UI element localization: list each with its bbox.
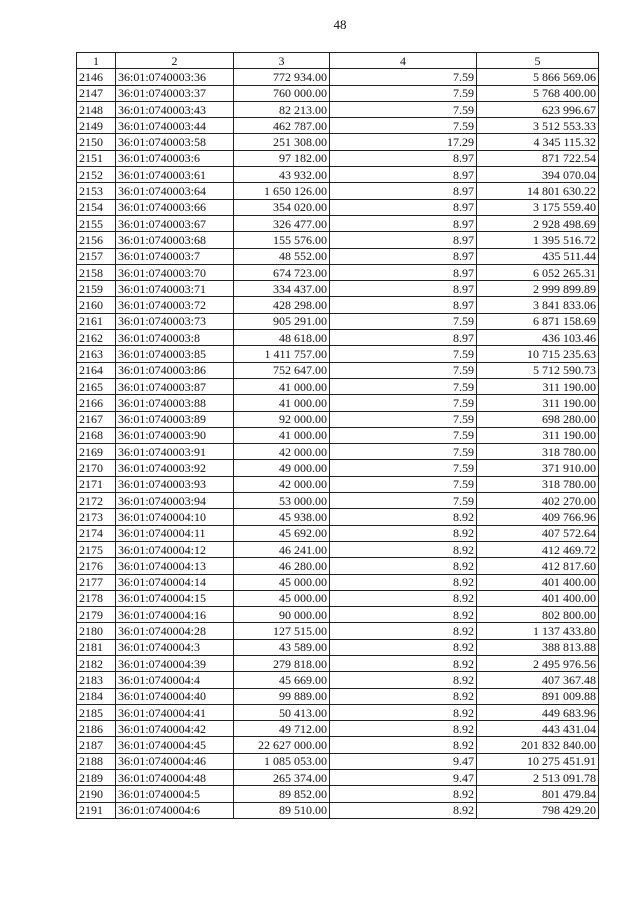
value-cell: 10 275 451.91 xyxy=(477,753,599,769)
table-row xyxy=(77,264,599,280)
value-cell: 14 801 630.22 xyxy=(477,183,599,199)
value-cell: 435 511.44 xyxy=(477,248,599,264)
row-number-cell: 2182 xyxy=(77,655,116,671)
row-number-cell: 2173 xyxy=(77,509,116,525)
table-row xyxy=(77,85,599,101)
table-row xyxy=(77,362,599,378)
rate-cell: 8.97 xyxy=(330,264,477,280)
table-row xyxy=(77,118,599,134)
value-cell: 412 817.60 xyxy=(477,558,599,574)
cadastral-number-cell: 36:01:0740003:8 xyxy=(116,330,234,346)
value-cell: 6 871 158.69 xyxy=(477,313,599,329)
cadastral-number-cell: 36:01:0740003:93 xyxy=(116,476,234,492)
cadastral-number-cell: 36:01:0740003:71 xyxy=(116,281,234,297)
rate-cell: 8.92 xyxy=(330,704,477,720)
table-row xyxy=(77,199,599,215)
rate-cell: 7.59 xyxy=(330,427,477,443)
cadastral-number-cell: 36:01:0740003:87 xyxy=(116,378,234,394)
rate-cell: 8.92 xyxy=(330,639,477,655)
row-number-cell: 2163 xyxy=(77,346,116,362)
area-cell: 48 618.00 xyxy=(234,330,330,346)
cadastral-number-cell: 36:01:0740003:68 xyxy=(116,232,234,248)
value-cell: 2 999 899.89 xyxy=(477,281,599,297)
value-cell: 449 683.96 xyxy=(477,704,599,720)
row-number-cell: 2159 xyxy=(77,281,116,297)
area-cell: 42 000.00 xyxy=(234,444,330,460)
table-row xyxy=(77,493,599,509)
row-number-cell: 2177 xyxy=(77,574,116,590)
row-number-cell: 2185 xyxy=(77,704,116,720)
table-row xyxy=(77,672,599,688)
cadastral-number-cell: 36:01:0740004:46 xyxy=(116,753,234,769)
rate-cell: 8.97 xyxy=(330,183,477,199)
rate-cell: 8.92 xyxy=(330,802,477,818)
row-number-cell: 2151 xyxy=(77,150,116,166)
cadastral-number-cell: 36:01:0740004:15 xyxy=(116,590,234,606)
rate-cell: 8.92 xyxy=(330,541,477,557)
area-cell: 45 938.00 xyxy=(234,509,330,525)
table-row xyxy=(77,704,599,720)
rate-cell: 7.59 xyxy=(330,362,477,378)
value-cell: 798 429.20 xyxy=(477,802,599,818)
cadastral-number-cell: 36:01:0740004:16 xyxy=(116,607,234,623)
table-row xyxy=(77,541,599,557)
rate-cell: 8.92 xyxy=(330,655,477,671)
cadastral-number-cell: 36:01:0740004:28 xyxy=(116,623,234,639)
table-row xyxy=(77,427,599,443)
cadastral-number-cell: 36:01:0740003:36 xyxy=(116,69,234,85)
rate-cell: 7.59 xyxy=(330,476,477,492)
row-number-cell: 2170 xyxy=(77,460,116,476)
rate-cell: 8.92 xyxy=(330,607,477,623)
area-cell: 46 280.00 xyxy=(234,558,330,574)
row-number-cell: 2174 xyxy=(77,525,116,541)
table-row xyxy=(77,623,599,639)
area-cell: 89 510.00 xyxy=(234,802,330,818)
area-cell: 49 000.00 xyxy=(234,460,330,476)
table-row xyxy=(77,167,599,183)
cadastral-number-cell: 36:01:0740004:48 xyxy=(116,770,234,786)
area-cell: 45 669.00 xyxy=(234,672,330,688)
cadastral-number-cell: 36:01:0740004:13 xyxy=(116,558,234,574)
area-cell: 97 182.00 xyxy=(234,150,330,166)
value-cell: 371 910.00 xyxy=(477,460,599,476)
value-cell: 5 768 400.00 xyxy=(477,85,599,101)
area-cell: 265 374.00 xyxy=(234,770,330,786)
cadastral-number-cell: 36:01:0740003:6 xyxy=(116,150,234,166)
value-cell: 401 400.00 xyxy=(477,574,599,590)
row-number-cell: 2180 xyxy=(77,623,116,639)
row-number-cell: 2178 xyxy=(77,590,116,606)
rate-cell: 8.97 xyxy=(330,330,477,346)
area-cell: 326 477.00 xyxy=(234,215,330,231)
table-row xyxy=(77,753,599,769)
value-cell: 311 190.00 xyxy=(477,395,599,411)
row-number-cell: 2179 xyxy=(77,607,116,623)
table-row xyxy=(77,411,599,427)
cadastral-number-cell: 36:01:0740003:94 xyxy=(116,493,234,509)
table-row xyxy=(77,786,599,802)
value-cell: 443 431.04 xyxy=(477,721,599,737)
cadastral-number-cell: 36:01:0740003:85 xyxy=(116,346,234,362)
area-cell: 1 650 126.00 xyxy=(234,183,330,199)
rate-cell: 7.59 xyxy=(330,493,477,509)
cadastral-number-cell: 36:01:0740003:90 xyxy=(116,427,234,443)
area-cell: 48 552.00 xyxy=(234,248,330,264)
table-row xyxy=(77,248,599,264)
row-number-cell: 2183 xyxy=(77,672,116,688)
rate-cell: 7.59 xyxy=(330,395,477,411)
table-body xyxy=(77,69,599,819)
cadastral-number-cell: 36:01:0740003:70 xyxy=(116,264,234,280)
row-number-cell: 2171 xyxy=(77,476,116,492)
value-cell: 10 715 235.63 xyxy=(477,346,599,362)
table-row xyxy=(77,737,599,753)
cadastral-number-cell: 36:01:0740003:44 xyxy=(116,118,234,134)
table-row xyxy=(77,313,599,329)
value-cell: 3 175 559.40 xyxy=(477,199,599,215)
row-number-cell: 2147 xyxy=(77,85,116,101)
area-cell: 772 934.00 xyxy=(234,69,330,85)
cadastral-number-cell: 36:01:0740003:58 xyxy=(116,134,234,150)
cadastral-number-cell: 36:01:0740004:42 xyxy=(116,721,234,737)
row-number-cell: 2184 xyxy=(77,688,116,704)
table-row xyxy=(77,590,599,606)
cadastral-number-cell: 36:01:0740004:40 xyxy=(116,688,234,704)
row-number-cell: 2189 xyxy=(77,770,116,786)
value-cell: 388 813.88 xyxy=(477,639,599,655)
area-cell: 43 932.00 xyxy=(234,167,330,183)
area-cell: 43 589.00 xyxy=(234,639,330,655)
cadastral-number-cell: 36:01:0740003:92 xyxy=(116,460,234,476)
rate-cell: 7.59 xyxy=(330,346,477,362)
value-cell: 5 712 590.73 xyxy=(477,362,599,378)
table-row xyxy=(77,101,599,117)
area-cell: 752 647.00 xyxy=(234,362,330,378)
row-number-cell: 2188 xyxy=(77,753,116,769)
row-number-cell: 2146 xyxy=(77,69,116,85)
value-cell: 2 928 498.69 xyxy=(477,215,599,231)
cadastral-number-cell: 36:01:0740003:73 xyxy=(116,313,234,329)
table-row xyxy=(77,378,599,394)
value-cell: 412 469.72 xyxy=(477,541,599,557)
rate-cell: 8.92 xyxy=(330,525,477,541)
table-header-row xyxy=(77,53,599,69)
rate-cell: 7.59 xyxy=(330,118,477,134)
row-number-cell: 2165 xyxy=(77,378,116,394)
table-row xyxy=(77,802,599,818)
area-cell: 99 889.00 xyxy=(234,688,330,704)
rate-cell: 8.92 xyxy=(330,623,477,639)
table-row xyxy=(77,150,599,166)
value-cell: 1 137 433.80 xyxy=(477,623,599,639)
rate-cell: 7.59 xyxy=(330,411,477,427)
data-table xyxy=(76,52,599,819)
table-row xyxy=(77,476,599,492)
row-number-cell: 2161 xyxy=(77,313,116,329)
row-number-cell: 2162 xyxy=(77,330,116,346)
value-cell: 891 009.88 xyxy=(477,688,599,704)
row-number-cell: 2167 xyxy=(77,411,116,427)
cadastral-number-cell: 36:01:0740004:14 xyxy=(116,574,234,590)
cadastral-number-cell: 36:01:0740004:10 xyxy=(116,509,234,525)
area-cell: 41 000.00 xyxy=(234,395,330,411)
cadastral-number-cell: 36:01:0740003:7 xyxy=(116,248,234,264)
cadastral-number-cell: 36:01:0740003:61 xyxy=(116,167,234,183)
rate-cell: 8.92 xyxy=(330,737,477,753)
value-cell: 4 345 115.32 xyxy=(477,134,599,150)
rate-cell: 8.92 xyxy=(330,721,477,737)
area-cell: 1 085 053.00 xyxy=(234,753,330,769)
value-cell: 394 070.04 xyxy=(477,167,599,183)
rate-cell: 8.92 xyxy=(330,509,477,525)
table-row xyxy=(77,607,599,623)
row-number-cell: 2169 xyxy=(77,444,116,460)
value-cell: 407 572.64 xyxy=(477,525,599,541)
table-row xyxy=(77,346,599,362)
value-cell: 402 270.00 xyxy=(477,493,599,509)
row-number-cell: 2160 xyxy=(77,297,116,313)
cadastral-number-cell: 36:01:0740004:39 xyxy=(116,655,234,671)
rate-cell: 8.97 xyxy=(330,150,477,166)
area-cell: 155 576.00 xyxy=(234,232,330,248)
table-row xyxy=(77,639,599,655)
row-number-cell: 2190 xyxy=(77,786,116,802)
area-cell: 428 298.00 xyxy=(234,297,330,313)
row-number-cell: 2191 xyxy=(77,802,116,818)
cadastral-number-cell: 36:01:0740003:43 xyxy=(116,101,234,117)
table-row xyxy=(77,183,599,199)
area-cell: 22 627 000.00 xyxy=(234,737,330,753)
value-cell: 802 800.00 xyxy=(477,607,599,623)
value-cell: 698 280.00 xyxy=(477,411,599,427)
value-cell: 318 780.00 xyxy=(477,444,599,460)
table-row xyxy=(77,655,599,671)
table-row xyxy=(77,69,599,85)
rate-cell: 8.97 xyxy=(330,215,477,231)
rate-cell: 8.92 xyxy=(330,786,477,802)
cadastral-number-cell: 36:01:0740003:64 xyxy=(116,183,234,199)
value-cell: 311 190.00 xyxy=(477,427,599,443)
table-row xyxy=(77,395,599,411)
rate-cell: 9.47 xyxy=(330,770,477,786)
column-header: 5 xyxy=(477,53,599,69)
row-number-cell: 2152 xyxy=(77,167,116,183)
row-number-cell: 2164 xyxy=(77,362,116,378)
rate-cell: 8.97 xyxy=(330,297,477,313)
row-number-cell: 2176 xyxy=(77,558,116,574)
area-cell: 46 241.00 xyxy=(234,541,330,557)
area-cell: 45 000.00 xyxy=(234,574,330,590)
row-number-cell: 2156 xyxy=(77,232,116,248)
area-cell: 334 437.00 xyxy=(234,281,330,297)
cadastral-number-cell: 36:01:0740004:11 xyxy=(116,525,234,541)
rate-cell: 7.59 xyxy=(330,378,477,394)
value-cell: 409 766.96 xyxy=(477,509,599,525)
value-cell: 311 190.00 xyxy=(477,378,599,394)
area-cell: 90 000.00 xyxy=(234,607,330,623)
cadastral-number-cell: 36:01:0740004:6 xyxy=(116,802,234,818)
row-number-cell: 2148 xyxy=(77,101,116,117)
value-cell: 6 052 265.31 xyxy=(477,264,599,280)
value-cell: 1 395 516.72 xyxy=(477,232,599,248)
rate-cell: 17.29 xyxy=(330,134,477,150)
page-number: 48 xyxy=(333,17,347,32)
rate-cell: 8.92 xyxy=(330,574,477,590)
rate-cell: 7.59 xyxy=(330,313,477,329)
table-row xyxy=(77,558,599,574)
table-row xyxy=(77,444,599,460)
rate-cell: 7.59 xyxy=(330,85,477,101)
value-cell: 3 512 553.33 xyxy=(477,118,599,134)
row-number-cell: 2186 xyxy=(77,721,116,737)
column-header: 4 xyxy=(330,53,477,69)
row-number-cell: 2155 xyxy=(77,215,116,231)
cadastral-number-cell: 36:01:0740004:5 xyxy=(116,786,234,802)
area-cell: 82 213.00 xyxy=(234,101,330,117)
table-row xyxy=(77,297,599,313)
area-cell: 50 413.00 xyxy=(234,704,330,720)
value-cell: 2 495 976.56 xyxy=(477,655,599,671)
rate-cell: 9.47 xyxy=(330,753,477,769)
row-number-cell: 2157 xyxy=(77,248,116,264)
table-row xyxy=(77,215,599,231)
cadastral-number-cell: 36:01:0740004:3 xyxy=(116,639,234,655)
area-cell: 905 291.00 xyxy=(234,313,330,329)
area-cell: 42 000.00 xyxy=(234,476,330,492)
cadastral-number-cell: 36:01:0740003:72 xyxy=(116,297,234,313)
row-number-cell: 2149 xyxy=(77,118,116,134)
rate-cell: 8.97 xyxy=(330,281,477,297)
rate-cell: 7.59 xyxy=(330,101,477,117)
rate-cell: 8.92 xyxy=(330,672,477,688)
row-number-cell: 2187 xyxy=(77,737,116,753)
value-cell: 407 367.48 xyxy=(477,672,599,688)
row-number-cell: 2153 xyxy=(77,183,116,199)
area-cell: 760 000.00 xyxy=(234,85,330,101)
rate-cell: 7.59 xyxy=(330,444,477,460)
rate-cell: 8.97 xyxy=(330,248,477,264)
area-cell: 462 787.00 xyxy=(234,118,330,134)
table-row xyxy=(77,134,599,150)
column-header: 1 xyxy=(77,53,116,69)
area-cell: 251 308.00 xyxy=(234,134,330,150)
area-cell: 41 000.00 xyxy=(234,378,330,394)
area-cell: 41 000.00 xyxy=(234,427,330,443)
row-number-cell: 2168 xyxy=(77,427,116,443)
row-number-cell: 2181 xyxy=(77,639,116,655)
cadastral-number-cell: 36:01:0740004:41 xyxy=(116,704,234,720)
row-number-cell: 2150 xyxy=(77,134,116,150)
area-cell: 354 020.00 xyxy=(234,199,330,215)
rate-cell: 8.97 xyxy=(330,167,477,183)
value-cell: 436 103.46 xyxy=(477,330,599,346)
table-row xyxy=(77,281,599,297)
area-cell: 53 000.00 xyxy=(234,493,330,509)
row-number-cell: 2175 xyxy=(77,541,116,557)
row-number-cell: 2166 xyxy=(77,395,116,411)
rate-cell: 8.97 xyxy=(330,199,477,215)
table-row xyxy=(77,574,599,590)
row-number-cell: 2154 xyxy=(77,199,116,215)
cadastral-number-cell: 36:01:0740004:12 xyxy=(116,541,234,557)
table-row xyxy=(77,525,599,541)
area-cell: 89 852.00 xyxy=(234,786,330,802)
table-row xyxy=(77,232,599,248)
area-cell: 49 712.00 xyxy=(234,721,330,737)
rate-cell: 7.59 xyxy=(330,69,477,85)
area-cell: 674 723.00 xyxy=(234,264,330,280)
rate-cell: 8.97 xyxy=(330,232,477,248)
table-row xyxy=(77,688,599,704)
value-cell: 3 841 833.06 xyxy=(477,297,599,313)
rate-cell: 7.59 xyxy=(330,460,477,476)
area-cell: 45 000.00 xyxy=(234,590,330,606)
cadastral-number-cell: 36:01:0740003:88 xyxy=(116,395,234,411)
value-cell: 401 400.00 xyxy=(477,590,599,606)
cadastral-number-cell: 36:01:0740003:66 xyxy=(116,199,234,215)
value-cell: 623 996.67 xyxy=(477,101,599,117)
cadastral-number-cell: 36:01:0740003:67 xyxy=(116,215,234,231)
area-cell: 279 818.00 xyxy=(234,655,330,671)
table-row xyxy=(77,721,599,737)
cadastral-number-cell: 36:01:0740003:89 xyxy=(116,411,234,427)
cadastral-number-cell: 36:01:0740003:91 xyxy=(116,444,234,460)
value-cell: 201 832 840.00 xyxy=(477,737,599,753)
rate-cell: 8.92 xyxy=(330,590,477,606)
area-cell: 127 515.00 xyxy=(234,623,330,639)
value-cell: 318 780.00 xyxy=(477,476,599,492)
table-row xyxy=(77,770,599,786)
row-number-cell: 2158 xyxy=(77,264,116,280)
table-row xyxy=(77,509,599,525)
rate-cell: 8.92 xyxy=(330,558,477,574)
table-row xyxy=(77,460,599,476)
column-header: 2 xyxy=(116,53,234,69)
column-header: 3 xyxy=(234,53,330,69)
cadastral-number-cell: 36:01:0740003:86 xyxy=(116,362,234,378)
value-cell: 2 513 091.78 xyxy=(477,770,599,786)
value-cell: 871 722.54 xyxy=(477,150,599,166)
area-cell: 1 411 757.00 xyxy=(234,346,330,362)
area-cell: 92 000.00 xyxy=(234,411,330,427)
cadastral-number-cell: 36:01:0740004:45 xyxy=(116,737,234,753)
value-cell: 801 479.84 xyxy=(477,786,599,802)
area-cell: 45 692.00 xyxy=(234,525,330,541)
rate-cell: 8.92 xyxy=(330,688,477,704)
row-number-cell: 2172 xyxy=(77,493,116,509)
value-cell: 5 866 569.06 xyxy=(477,69,599,85)
cadastral-number-cell: 36:01:0740003:37 xyxy=(116,85,234,101)
cadastral-number-cell: 36:01:0740004:4 xyxy=(116,672,234,688)
table-row xyxy=(77,330,599,346)
